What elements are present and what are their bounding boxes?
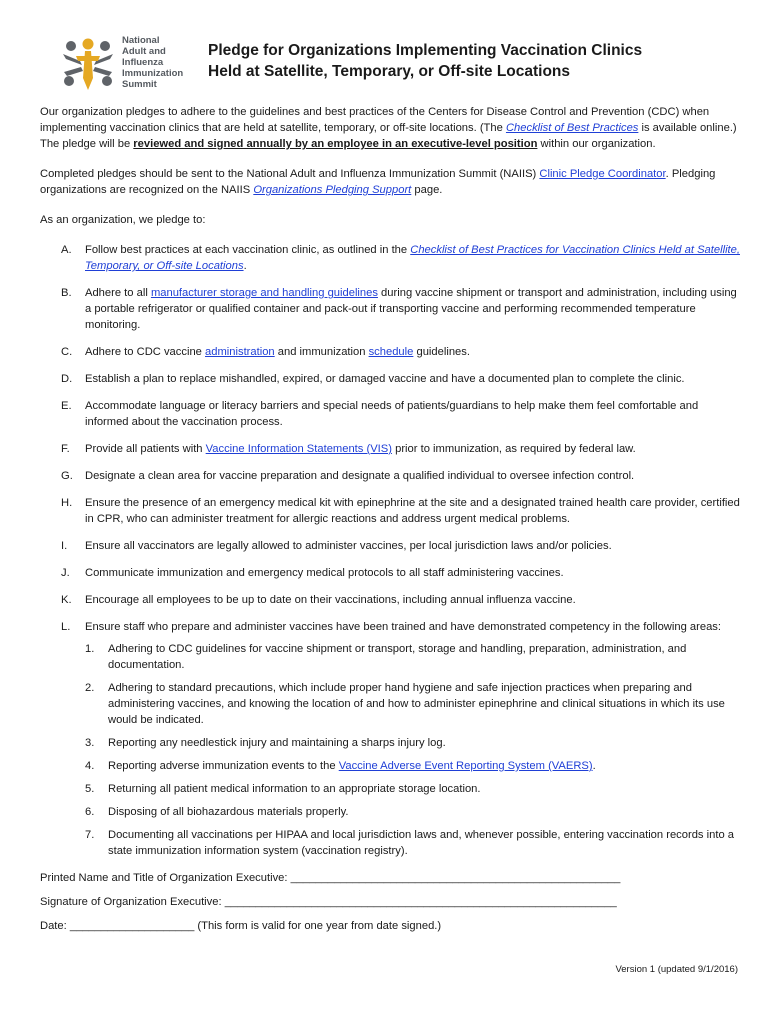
- item-text: Establish a plan to replace mishandled, expired, or damaged vaccine and have a documented plan to complete the clinic.: [85, 373, 685, 385]
- vaers-link[interactable]: Vaccine Adverse Event Reporting System (VAERS): [338, 760, 593, 772]
- printed-name-field[interactable]: Printed Name and Title of Organization Executive: _____________________________________________________: [40, 872, 621, 884]
- item-text: Encourage all employees to be up to date on their vaccinations, including annual influenza vaccine.: [85, 594, 576, 606]
- item-marker: C.: [61, 346, 73, 358]
- document-header: [58, 32, 748, 102]
- competency-list: [85, 641, 740, 859]
- item-marker: D.: [61, 373, 73, 385]
- naiis-people-icon: [58, 34, 118, 94]
- pledge-lead: As an organization, we pledge to:: [40, 214, 206, 226]
- item-marker: L.: [61, 621, 71, 633]
- item-text: Adhere to all: [85, 287, 151, 299]
- sub-item-marker: 7.: [85, 829, 95, 841]
- intro-emphasis: reviewed and signed annually by an employee in an executive-level position: [133, 138, 538, 150]
- list-item: [40, 285, 740, 333]
- vis-link[interactable]: Vaccine Information Statements (VIS): [205, 443, 392, 455]
- item-text: Follow best practices at each vaccination clinic, as outlined in the: [85, 244, 411, 256]
- list-item: [40, 371, 740, 387]
- intro-paragraph: [40, 104, 740, 152]
- logo-line: Adult and: [122, 46, 166, 57]
- logo-line: Influenza: [122, 57, 164, 68]
- page-title: [208, 40, 728, 82]
- title-line-1: Pledge for Organizations Implementing Vaccination Clinics: [208, 42, 643, 59]
- version-note: Version 1 (updated 9/1/2016): [615, 964, 738, 975]
- submission-paragraph: [40, 166, 740, 198]
- item-text: Accommodate language or literacy barriers and special needs of patients/guardians to help make them feel comfortable and informed about the vaccination process.: [85, 400, 699, 428]
- sub-item-marker: 5.: [85, 783, 95, 795]
- sub-list-item: [85, 641, 740, 673]
- administration-link[interactable]: administration: [205, 346, 275, 358]
- sub-item-text: Reporting adverse immunization events to the: [108, 760, 339, 772]
- list-item: [40, 242, 740, 274]
- intro-text: within our organization.: [537, 138, 656, 150]
- sub-list-item: [85, 735, 740, 751]
- item-text: Adhere to CDC vaccine: [85, 346, 206, 358]
- item-text: Designate a clean area for vaccine preparation and designate a qualified individual to oversee infection control.: [85, 470, 635, 482]
- list-item: [40, 565, 740, 581]
- sub-list-item: [85, 758, 740, 774]
- list-item: [40, 398, 740, 430]
- sub-item-text: Adhering to standard precautions, which include proper hand hygiene and safe injection practices when preparing and administering vaccines, and knowing the location of and how to administer epinephrine and clinical situations in which its use would be indicated.: [108, 682, 725, 726]
- logo-line: Immunization: [122, 68, 184, 79]
- submission-text: page.: [411, 184, 443, 196]
- title-line-2: Held at Satellite, Temporary, or Off-site Locations: [208, 63, 571, 80]
- item-marker: F.: [61, 443, 70, 455]
- storage-handling-guidelines-link[interactable]: manufacturer storage and handling guidelines: [150, 287, 378, 299]
- sub-item-marker: 1.: [85, 643, 95, 655]
- sub-item-marker: 3.: [85, 737, 95, 749]
- list-item: [40, 619, 740, 859]
- sub-item-marker: 6.: [85, 806, 95, 818]
- logo-line: Summit: [122, 79, 157, 90]
- item-text: Ensure all vaccinators are legally allowed to administer vaccines, per local jurisdiction laws and/or policies.: [85, 540, 612, 552]
- item-marker: I.: [61, 540, 68, 552]
- item-text: and immunization: [274, 346, 369, 358]
- submission-text: Completed pledges should be sent to the National Adult and Influenza Immunization Summit (NAIIS): [40, 168, 540, 180]
- sub-item-text: Documenting all vaccinations per HIPAA and local jurisdiction laws and, whenever possible, entering vaccination records into a state immunization information system (vaccination registry).: [108, 829, 735, 857]
- pledge-list: [40, 242, 740, 859]
- sub-item-text: Reporting any needlestick injury and maintaining a sharps injury log.: [108, 737, 446, 749]
- logo-line: National: [122, 35, 160, 46]
- item-text: Provide all patients with: [85, 443, 206, 455]
- sub-list-item: [85, 804, 740, 820]
- item-marker: E.: [61, 400, 72, 412]
- intro-text: is available online.) The pledge will be: [40, 122, 737, 150]
- item-marker: J.: [61, 567, 70, 579]
- signature-field[interactable]: Signature of Organization Executive: _______________________________________________________________: [40, 896, 617, 908]
- list-item: [40, 495, 740, 527]
- checklist-link[interactable]: Checklist of Best Practices for Vaccination Clinics Held at Satellite, Temporary, or Off-site Locations: [85, 244, 740, 272]
- item-marker: H.: [61, 497, 73, 509]
- sub-list-item: [85, 680, 740, 728]
- schedule-link[interactable]: schedule: [368, 346, 414, 358]
- list-item: [40, 468, 740, 484]
- sub-item-marker: 4.: [85, 760, 95, 772]
- item-text: Ensure staff who prepare and administer vaccines have been trained and have demonstrated competency in the following areas:: [85, 621, 721, 633]
- sub-item-text: Adhering to CDC guidelines for vaccine shipment or transport, storage and handling, preparation, administration, and documentation.: [108, 643, 687, 671]
- sub-item-text: .: [592, 760, 596, 772]
- list-item: [40, 344, 740, 360]
- item-text: guidelines.: [413, 346, 470, 358]
- checklist-best-practices-link[interactable]: Checklist of Best Practices: [505, 122, 639, 134]
- item-marker: A.: [61, 244, 72, 256]
- document-body: [40, 104, 740, 942]
- sub-item-text: Returning all patient medical information to an appropriate storage location.: [108, 783, 481, 795]
- item-text: during vaccine shipment or transport and administration, including using a portable refrigerator or qualified container and pack-out if transporting vaccine and performing recommended temperature monitoring.: [85, 287, 737, 331]
- submission-text: . Pledging organizations are recognized on the NAIIS: [40, 168, 716, 196]
- list-item: [40, 538, 740, 554]
- list-item: [40, 441, 740, 457]
- intro-text: Our organization pledges to adhere to the guidelines and best practices of the Centers for Disease Control and Prevention (CDC) when implementing vaccination clinics that are held at satellite, temporary, or off-site locations. (The: [40, 106, 710, 134]
- sub-list-item: [85, 827, 740, 859]
- item-text: prior to immunization, as required by federal law.: [391, 443, 636, 455]
- sub-item-marker: 2.: [85, 682, 95, 694]
- sub-list-item: [85, 781, 740, 797]
- item-marker: G.: [61, 470, 73, 482]
- item-marker: B.: [61, 287, 72, 299]
- item-text: Ensure the presence of an emergency medical kit with epinephrine at the site and a designated trained health care provider, certified in CPR, who can administer treatment for allergic reactions and address urgent medical problems.: [85, 497, 740, 525]
- sub-item-text: Disposing of all biohazardous materials properly.: [108, 806, 349, 818]
- organizations-pledging-support-link[interactable]: Organizations Pledging Support: [253, 184, 412, 196]
- item-text: Communicate immunization and emergency medical protocols to all staff administering vaccines.: [85, 567, 564, 579]
- item-text: .: [243, 260, 247, 272]
- item-marker: K.: [61, 594, 72, 606]
- clinic-pledge-coordinator-link[interactable]: Clinic Pledge Coordinator: [539, 168, 666, 180]
- date-field[interactable]: Date: ____________________ (This form is valid for one year from date signed.): [40, 920, 442, 932]
- list-item: [40, 592, 740, 608]
- signature-block: [40, 870, 740, 934]
